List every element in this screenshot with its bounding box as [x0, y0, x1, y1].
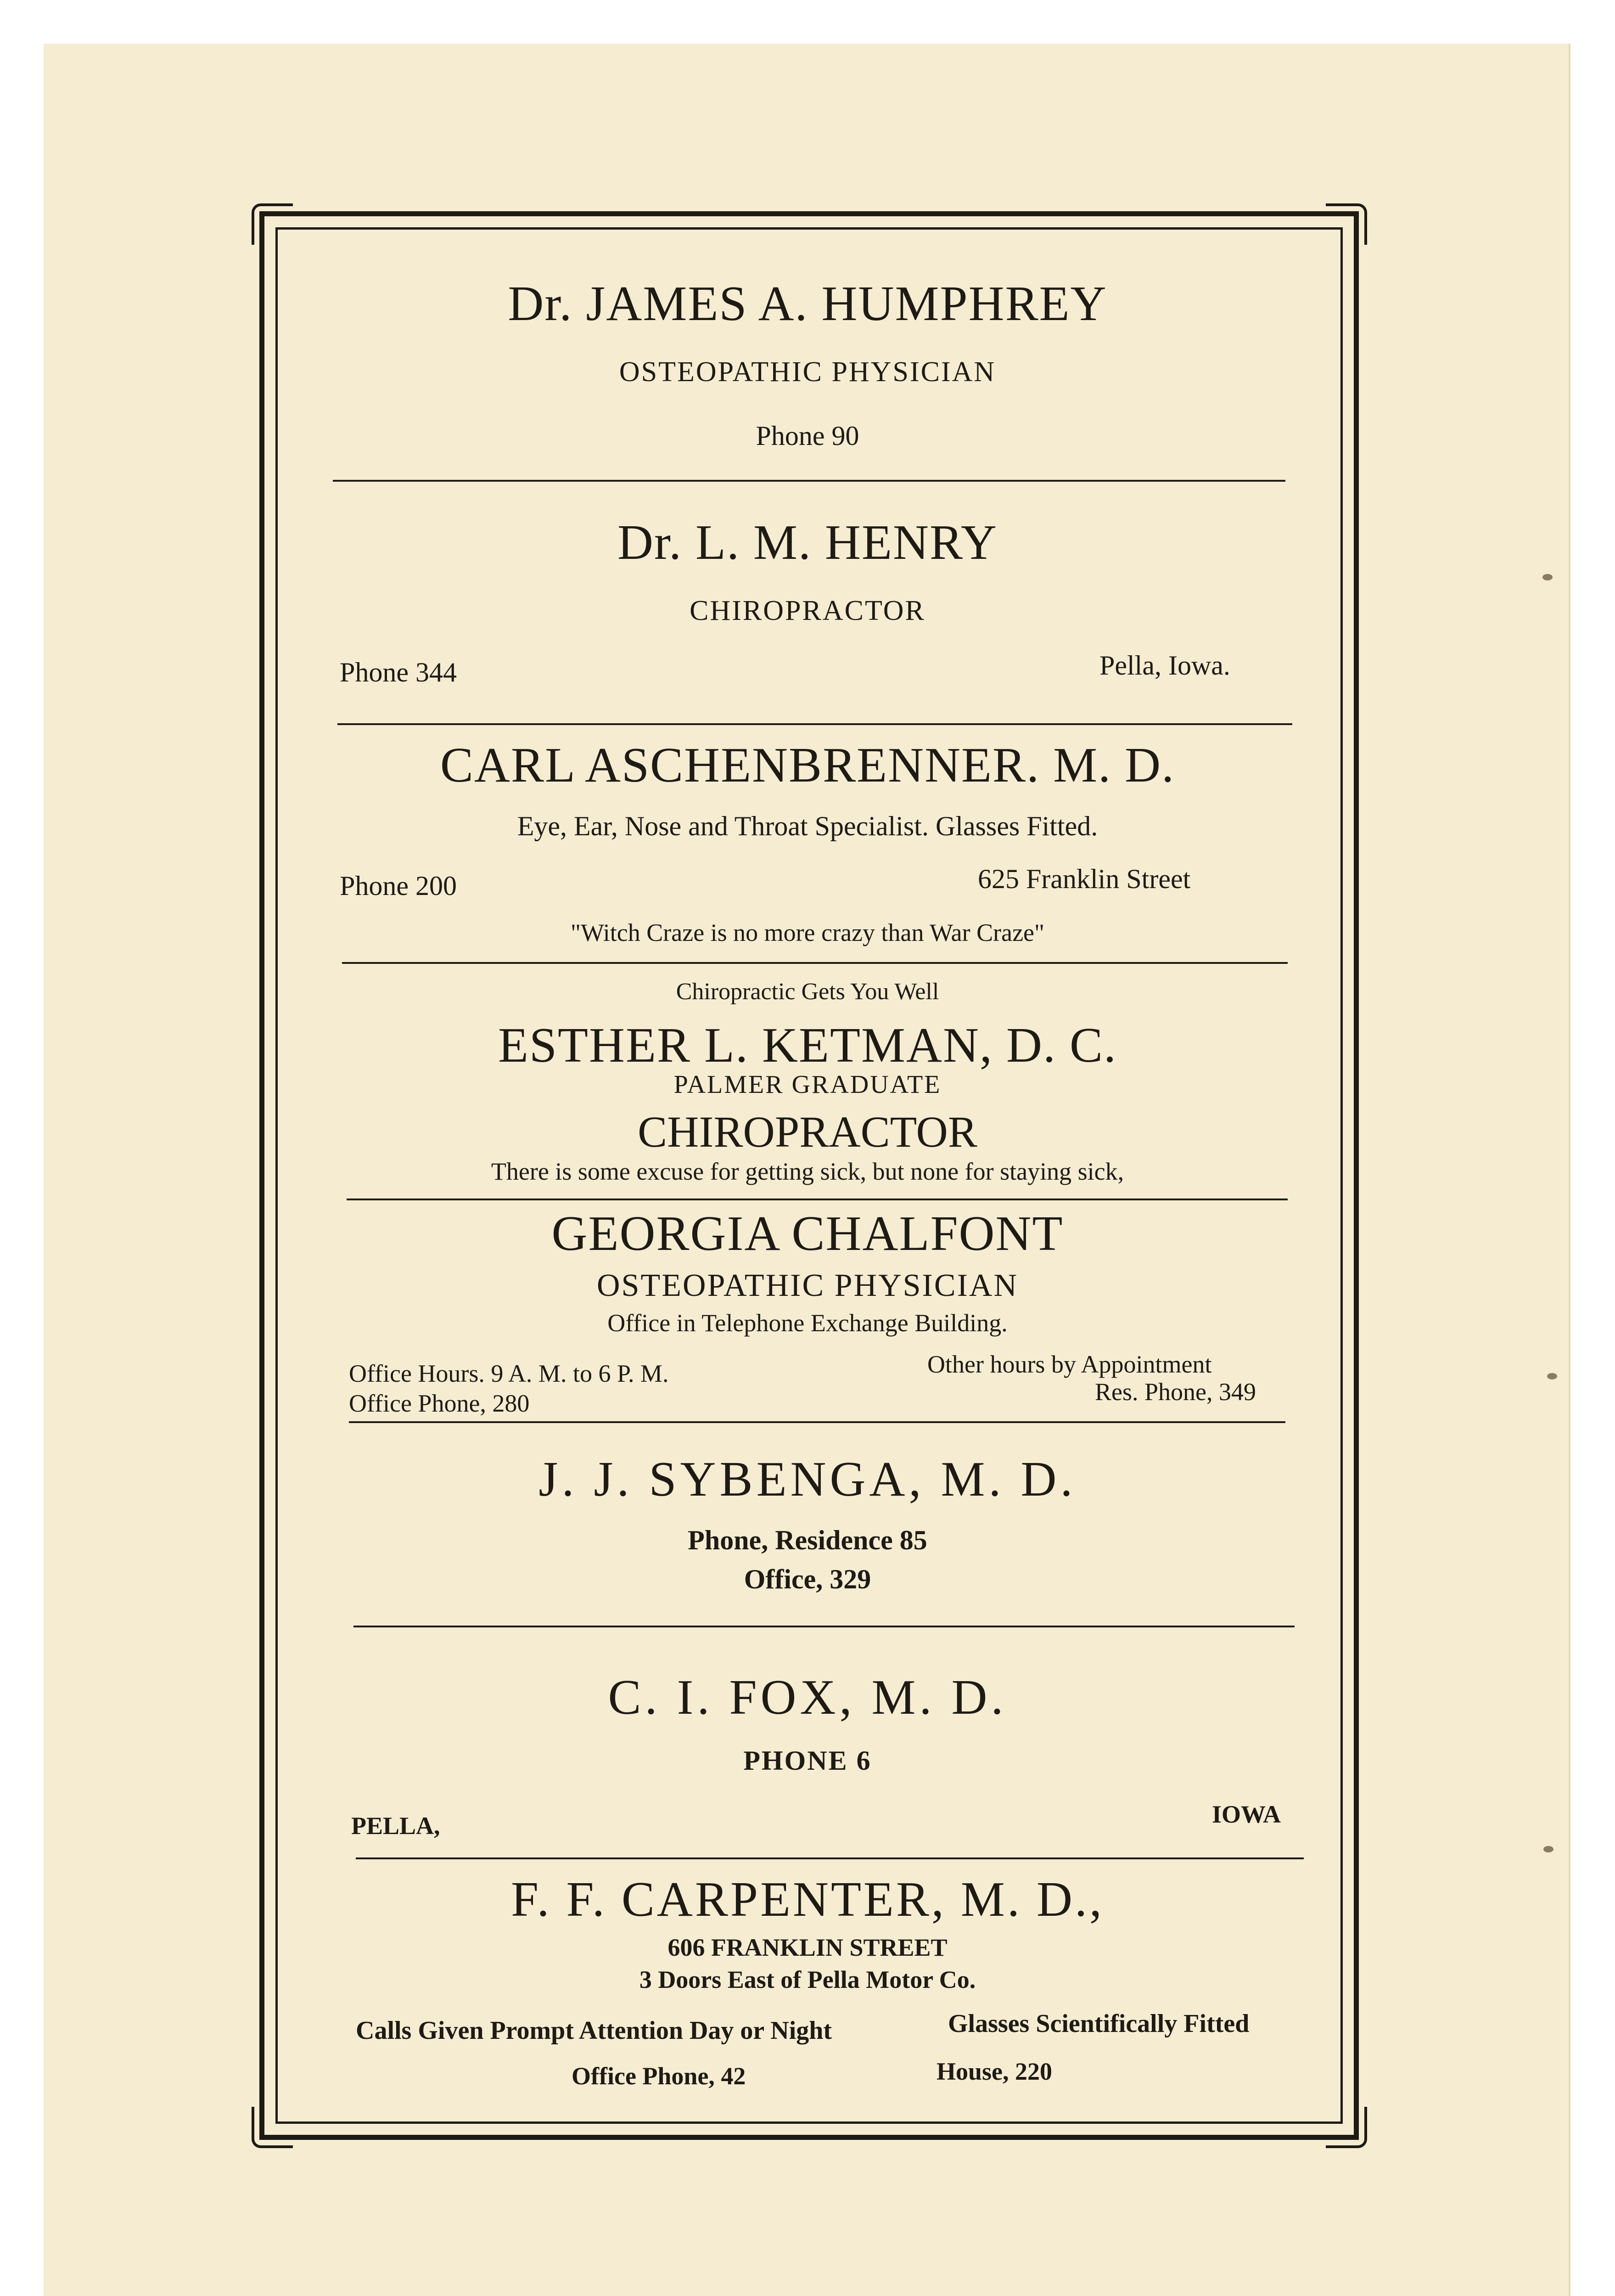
card-phone: PHONE 6 [743, 1745, 872, 1776]
card-tagline: Chiropractic Gets You Well [676, 979, 939, 1005]
binding-hole [1542, 574, 1553, 580]
card-name: J. J. SYBENGA, M. D. [538, 1452, 1077, 1507]
binding-hole [1547, 1373, 1557, 1379]
card-office-phone: Office Phone, 42 [572, 2062, 746, 2090]
card-phone: Phone 344 [340, 657, 457, 687]
card-phone: Phone 90 [756, 421, 859, 451]
card-name: C. I. FOX, M. D. [608, 1670, 1007, 1725]
card-glasses: Glasses Scientifically Fitted [948, 2009, 1250, 2038]
binding-hole [1543, 1846, 1553, 1852]
card-name: F. F. CARPENTER, M. D., [511, 1872, 1104, 1927]
card-office-phone: Office Phone, 280 [349, 1390, 530, 1417]
card-residence: Phone, Residence 85 [688, 1525, 927, 1555]
card-title: OSTEOPATHIC PHYSICIAN [619, 356, 996, 388]
card-address: 625 Franklin Street [978, 864, 1191, 894]
divider [353, 1626, 1295, 1627]
border-corner [252, 203, 293, 245]
card-office: Office in Telephone Exchange Building. [607, 1309, 1008, 1337]
card-house: House, 220 [936, 2058, 1053, 2085]
card-quote: "Witch Craze is no more crazy than War Craze" [570, 919, 1045, 946]
card-name: Dr. L. M. HENRY [617, 515, 998, 570]
card-specialty: Eye, Ear, Nose and Throat Specialist. Glasses Fitted. [517, 811, 1098, 841]
card-name: Dr. JAMES A. HUMPHREY [508, 276, 1107, 331]
card-name: ESTHER L. KETMAN, D. C. [498, 1018, 1117, 1073]
card-res-phone: Res. Phone, 349 [1095, 1378, 1256, 1406]
card-phone: Phone 200 [340, 871, 457, 901]
border-corner [252, 2107, 293, 2148]
card-slogan: There is some excuse for getting sick, but none for staying sick, [491, 1158, 1124, 1185]
card-title: CHIROPRACTOR [690, 595, 925, 626]
card-name: CARL ASCHENBRENNER. M. D. [440, 738, 1175, 793]
divider [337, 723, 1292, 725]
card-location: Pella, Iowa. [1099, 650, 1230, 681]
border-corner [1326, 203, 1367, 245]
card-title: OSTEOPATHIC PHYSICIAN [596, 1268, 1019, 1303]
border-corner [1326, 2107, 1367, 2148]
card-appointment: Other hours by Appointment [927, 1351, 1212, 1378]
divider [349, 1421, 1285, 1423]
card-hours: Office Hours. 9 A. M. to 6 P. M. [349, 1360, 669, 1387]
card-directions: 3 Doors East of Pella Motor Co. [639, 1966, 976, 1993]
divider [347, 1199, 1288, 1200]
card-calls: Calls Given Prompt Attention Day or Night [356, 2016, 832, 2045]
card-office: Office, 329 [744, 1564, 871, 1594]
card-city: PELLA, [351, 1812, 440, 1840]
card-name: GEORGIA CHALFONT [551, 1206, 1064, 1261]
divider [342, 962, 1288, 964]
card-address: 606 FRANKLIN STREET [667, 1934, 948, 1961]
divider [356, 1857, 1304, 1859]
card-graduate: PALMER GRADUATE [673, 1070, 942, 1099]
card-title: CHIROPRACTOR [638, 1107, 977, 1156]
divider [333, 480, 1285, 482]
card-state: IOWA [1212, 1801, 1281, 1828]
